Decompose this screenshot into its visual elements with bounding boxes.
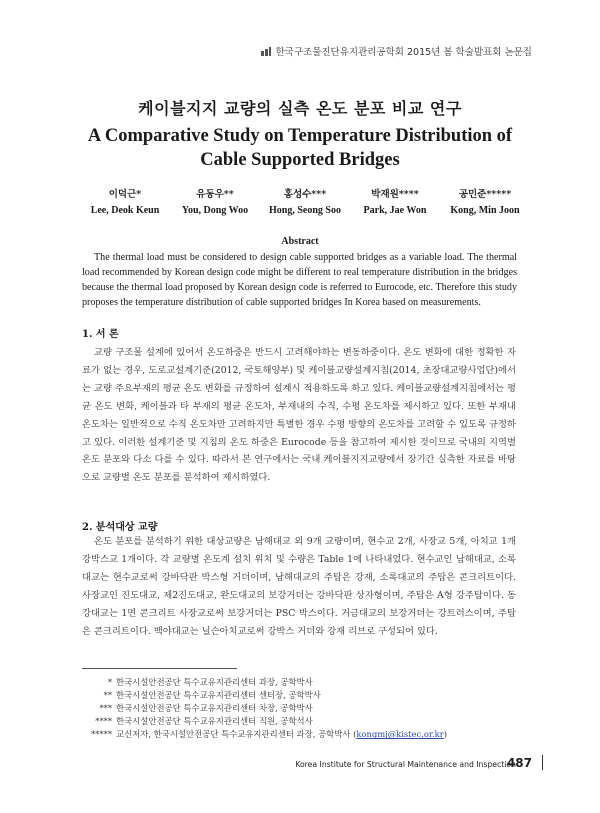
author-ko-2: 유동우**	[196, 189, 234, 200]
footnote-3: *** 한국시설안전공단 특수교유지관리센터 차장, 공학박사	[99, 703, 313, 714]
abstract-heading: Abstract	[281, 236, 319, 247]
section-1-body: 교량 구조물 설계에 있어서 온도하중은 반드시 고려해야하는 변동하중이다. 온도 변화에 대한 정확한 자료가 없는 경우, 도로교설계기준(2012, 국토해양부) 및 케이블교량설계지침(2014, 초장대교량사업단)에서는 교량 주요부재의 평균 온도 변화를 규정하여 설계시 적용하도록 하고 있다. 케이블교량설계지침에서는 평균 온도 변화, 케이블과 타 부재의 평균 온도차, 부재내의 수직, 수평 온도차를 제시하고 있다. 또한 부재내 온도차는 일반적으로 수직 온도차만 고려하지만 특별한 경우 수평 방향의 온도차를 고려할 수 있도록 규정하고 있다. 이러한 설계기준 및 지침의 온도 하중은 Eurocode 등을 참고하여 제시한 것이므로 국내의 지역별 온도 분포와 다소 다를 수 있다. 따라서 본 연구에서는 국내 케이블지지교량에서 장기간 실측한 자료를 바탕으로 교량별 온도 분포를 분석하여 제시하였다.	[82, 347, 516, 484]
title-english-line1: A Comparative Study on Temperature Distribution of	[87, 126, 513, 146]
authors-english	[80, 205, 530, 216]
abstract-body: The thermal load must be considered to design cable supported bridges as a variable load. The thermal load recommended by Korean design code might be different to real temperature distribution in the bridges because the thermal load proposed by Korean design code is referred to Eurocode, etc. Therefore this study proposes the temperature distribution of cable supported bridges In Korea based on measurements.	[82, 252, 517, 308]
author-en-4: Park, Jae Won	[363, 205, 427, 216]
footer-divider	[542, 755, 543, 770]
author-ko-1: 이덕근*	[108, 189, 142, 200]
section-2-heading: 2. 분석대상 교량	[82, 522, 158, 533]
title-english-line2: Cable Supported Bridges	[200, 150, 400, 170]
page-number: 487	[506, 756, 532, 770]
journal-logo-icon	[261, 47, 271, 56]
journal-name: 한국구조물진단유지관리공학회 2015년 봄 학술발표회 논문집	[275, 47, 532, 58]
author-en-1: Lee, Deok Keun	[90, 205, 160, 216]
author-ko-3: 홍성수***	[283, 189, 327, 200]
author-ko-5: 공민준*****	[458, 189, 512, 200]
footnote-divider	[82, 668, 237, 669]
footnote-1: * 한국시설안전공단 특수교유지관리센터 과장, 공학박사	[107, 677, 313, 687]
corresponding-email-link[interactable]: kongmj@kistec.or.kr	[356, 729, 444, 740]
authors-korean	[80, 186, 530, 200]
author-ko-4: 박재원****	[371, 189, 419, 200]
section-1-heading: 1. 서 론	[82, 329, 119, 340]
footer-institute: Korea Institute for Structural Maintenance and Inspection	[295, 760, 516, 769]
author-en-2: You, Dong Woo	[181, 205, 249, 216]
footnote-2: ** 한국시설안전공단 특수교유지관리센터 센터장, 공학박사	[103, 690, 321, 701]
author-en-3: Hong, Seong Soo	[269, 205, 341, 216]
journal-header	[261, 44, 532, 58]
section-2-body: 온도 분포를 분석하기 위한 대상교량은 남해대교 외 9개 교량이며, 현수교 2개, 사장교 5개, 아치교 1개강박스교 1개이다. 각 교량별 온도계 설치 위치 및 수량은 Table 1에 나타내었다. 현수교인 남해대교, 소록대교는 현수교로써 강바닥판 박스형 거더이며, 남해대교의 주탑은 강재, 소록대교의 주탑은 콘크리트이다. 사장교인 진도대교, 제2진도대교, 완도대교의 보강거더는 강바닥판 상자형이며, 주탑은 A형 강주탑이다. 동강대교는 1면 콘크리트 사장교로써 보강거더는 PSC 박스이다. 거금대교의 보강거더는 강트러스이며, 주탑은 콘크리트이다. 백야대교는 닐슨아치교로써 강박스 거더와 강재 리브로 구성되어 있다.	[82, 536, 516, 637]
author-en-5: Kong, Min Joon	[450, 205, 520, 216]
footnote-4: **** 한국시설안전공단 특수교유지관리센터 직원, 공학석사	[95, 716, 313, 727]
footnotes	[82, 676, 447, 741]
title-korean: 케이블지지 교량의 실측 온도 분포 비교 연구	[138, 99, 462, 118]
footnote-5: ***** 교신저자, 한국시설안전공단 특수교유지관리센터 과장, 공학박사 (kongmj@kistec.or.kr)	[91, 729, 448, 740]
